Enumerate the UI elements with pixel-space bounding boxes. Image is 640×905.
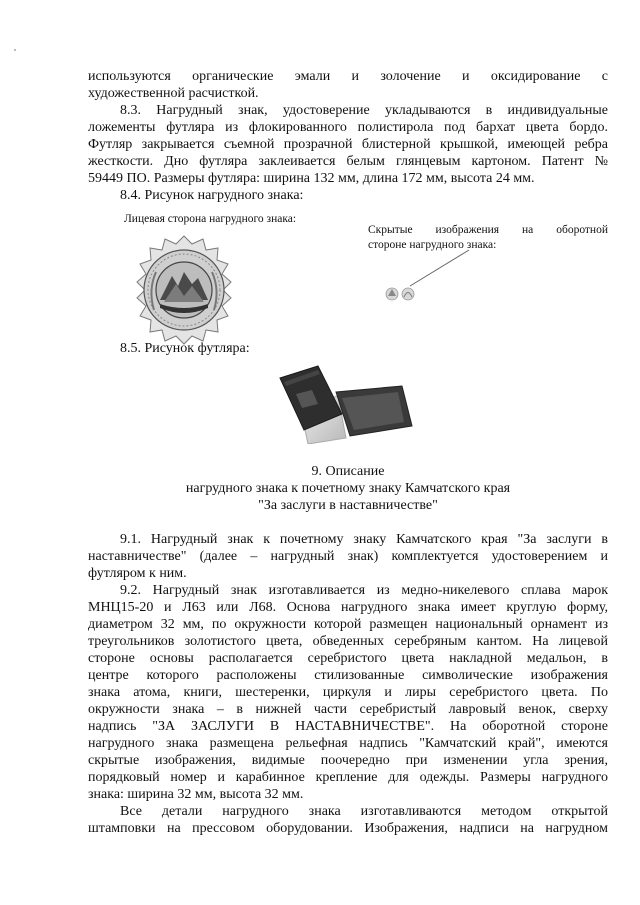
case-image: [278, 364, 418, 444]
back-side-caption-line: Скрытые изображения на оборотной: [368, 224, 608, 236]
paragraph-9-1-line: 9.1. Нагрудный знак к почетному знаку Камчатского края "За заслуги в: [120, 532, 608, 547]
hidden-images-figure: [380, 248, 480, 304]
paragraph-8-5: 8.5. Рисунок футляра:: [120, 341, 250, 356]
paragraph-9-2-line: знака атома, книги, шестеренки, циркуля и лиры серебристого цвета. По: [88, 685, 608, 700]
back-side-caption-line: стороне нагрудного знака:: [368, 239, 497, 251]
paragraph-9-2-line: надпись "ЗА ЗАСЛУГИ В НАСТАВНИЧЕСТВЕ". На оборотной стороне: [88, 719, 608, 734]
paragraph-8-3-line: 8.3. Нагрудный знак, удостоверение укладываются в индивидуальные: [120, 103, 608, 118]
paragraph-9-2-line: знака: ширина 32 мм, высота 32 мм.: [88, 787, 304, 802]
paragraph-8-3-line: ложементы футляра из флокированного полистирола под бархат цвета бордо.: [88, 120, 608, 135]
section-heading: 9. Описание: [311, 464, 385, 479]
paragraph-9-2-line: порядковый номер и карабинное крепление для одежды. Размеры нагрудного: [88, 770, 608, 785]
paragraph-9-2-line: скрытые изображения, видимые поочередно при изменении угла зрения,: [88, 753, 608, 768]
paragraph-last-line: Все детали нагрудного знака изготавливаются методом открытой: [120, 804, 608, 819]
paragraph-8-3-line: жесткости. Дно футляра заклеивается белым глянцевым картоном. Патент №: [88, 154, 608, 169]
paragraph-9-2-line: МНЦ15-20 и Л63 или Л68. Основа нагрудного знака имеет круглую форму,: [88, 600, 608, 615]
paragraph-9-1-line: наставничестве" (далее – нагрудный знак) комплектуется удостоверением и: [88, 549, 608, 564]
section-heading: "За заслуги в наставничестве": [258, 498, 438, 513]
paragraph-9-2-line: нагрудного знака размещена рельефная надпись "Камчатский край", имеются: [88, 736, 608, 751]
paragraph-9-2-line: 9.2. Нагрудный знак изготавливается из медно-никелевого сплава марок: [120, 583, 608, 598]
paragraph-9-2-line: треугольников золотистого цвета, обведенных серебряным кантом. На лицевой: [88, 634, 608, 649]
paragraph-8-4: 8.4. Рисунок нагрудного знака:: [120, 188, 304, 203]
paragraph-9-2-line: окружности знака – в нижней части серебристый лавровый венок, сверху: [88, 702, 608, 717]
badge-front-image: [126, 234, 242, 346]
paragraph-9-1-line: футляром к ним.: [88, 566, 187, 581]
paragraph-8-3-line: 59449 ПО. Размеры футляра: ширина 132 мм, длина 172 мм, высота 24 мм.: [88, 171, 535, 186]
scan-speck: [14, 49, 16, 51]
front-side-caption: Лицевая сторона нагрудного знака:: [124, 213, 297, 225]
paragraph-9-2-line: диаметром 32 мм, по окружности которой размещен национальный орнамент из: [88, 617, 608, 632]
text-line: художественной расчисткой.: [88, 86, 259, 101]
text-line: используются органические эмали и золочение и оксидирование с: [88, 69, 608, 84]
section-heading: нагрудного знака к почетному знаку Камчатского края: [185, 481, 511, 496]
paragraph-8-3-line: Футляр закрывается съемной прозрачной блистерной крышкой, имеющей ребра: [88, 137, 608, 152]
paragraph-9-2-line: центре которого расположены стилизованные символические изображения: [88, 668, 608, 683]
paragraph-9-2-line: стороне основы располагается серебристого цвета накладной медальон, в: [88, 651, 608, 666]
paragraph-last-line: штамповки на прессовом оборудовании. Изображения, надписи на нагрудном: [88, 821, 608, 836]
